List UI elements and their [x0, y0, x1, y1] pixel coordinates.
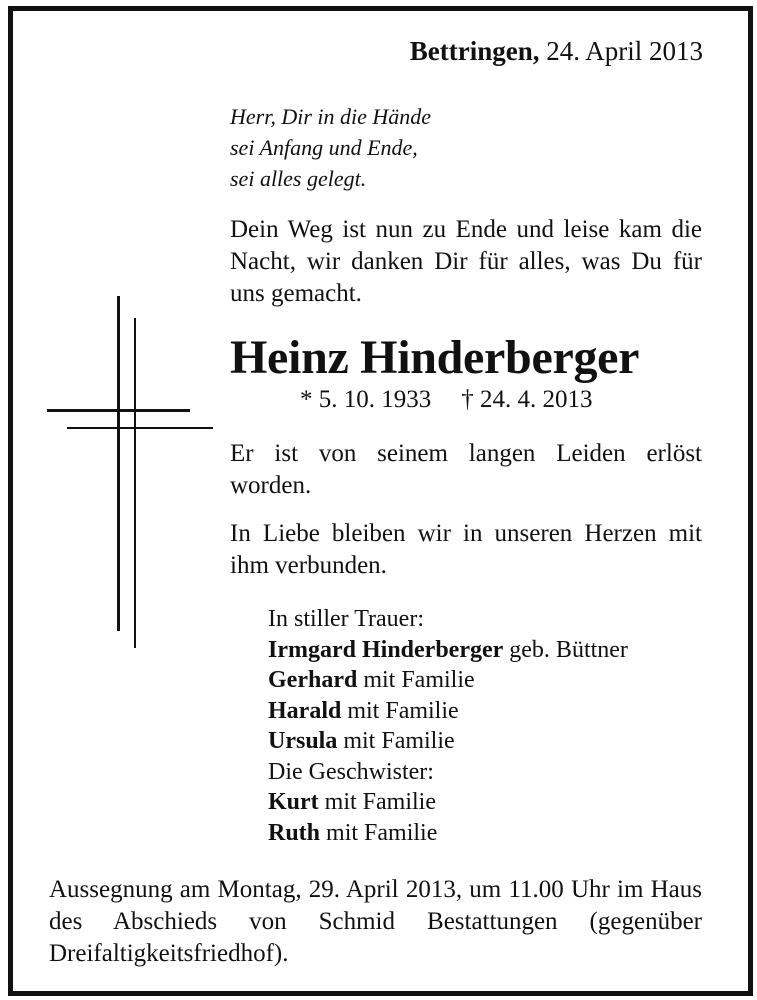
- ceremony-info: Aussegnung am Montag, 29. April 2013, um 11.00 Uhr im Haus des Abschieds von Schmid Bestattungen (gegenüber Dreifaltigkeitsfriedhof).: [49, 876, 702, 967]
- cross-vertical-line: [117, 296, 120, 631]
- birth-date: * 5. 10. 1933: [300, 386, 432, 413]
- cross-horizontal-line: [47, 409, 190, 412]
- mourner-name: Gerhard: [268, 667, 358, 693]
- mourners-heading: In stiller Trauer:: [268, 606, 424, 632]
- list-item: [268, 665, 628, 696]
- mourner-name: Ursula: [268, 728, 338, 754]
- mourners-list: [268, 604, 628, 848]
- love-paragraph: In Liebe bleiben wir in unseren Herzen mit ihm verbunden.: [230, 520, 702, 579]
- list-item: [268, 787, 628, 818]
- life-dates: [300, 386, 593, 414]
- cross-vertical-line: [134, 318, 136, 648]
- mourner-name: Harald: [268, 697, 342, 724]
- list-item: [268, 696, 628, 727]
- place-name: Bettringen,: [409, 36, 540, 66]
- death-date: † 24. 4. 2013: [461, 386, 593, 413]
- deceased-name: Heinz Hinderberger: [230, 331, 640, 384]
- list-item: [268, 635, 628, 666]
- list-item: [268, 818, 628, 849]
- mourner-suffix: mit Familie: [341, 697, 459, 724]
- relief-paragraph: Er ist von seinem langen Leiden erlöst worden.: [230, 440, 702, 499]
- verse-line: sei Anfang und Ende,: [230, 135, 418, 160]
- cross-horizontal-line: [67, 427, 213, 429]
- verse-line: sei alles gelegt.: [230, 166, 367, 191]
- sibling-name: Ruth: [268, 819, 321, 846]
- sibling-name: Kurt: [268, 789, 319, 815]
- mourner-suffix: geb. Büttner: [503, 636, 628, 663]
- notice-date: 24. April 2013: [546, 36, 703, 66]
- mourner-suffix: mit Familie: [357, 667, 475, 693]
- date-line: [410, 36, 703, 67]
- sibling-suffix: mit Familie: [320, 819, 438, 846]
- mourner-name: Irmgard Hinderberger: [268, 636, 504, 663]
- siblings-heading: Die Geschwister:: [268, 758, 434, 785]
- verse-line: Herr, Dir in die Hände: [230, 104, 432, 129]
- bible-verse: [230, 101, 431, 194]
- mourner-suffix: mit Familie: [337, 728, 455, 754]
- list-item: [268, 726, 628, 757]
- sibling-suffix: mit Familie: [318, 789, 436, 815]
- intro-text: Dein Weg ist nun zu Ende und leise kam die Nacht, wir danken Dir für alles, was Du für uns gemacht.: [230, 216, 702, 307]
